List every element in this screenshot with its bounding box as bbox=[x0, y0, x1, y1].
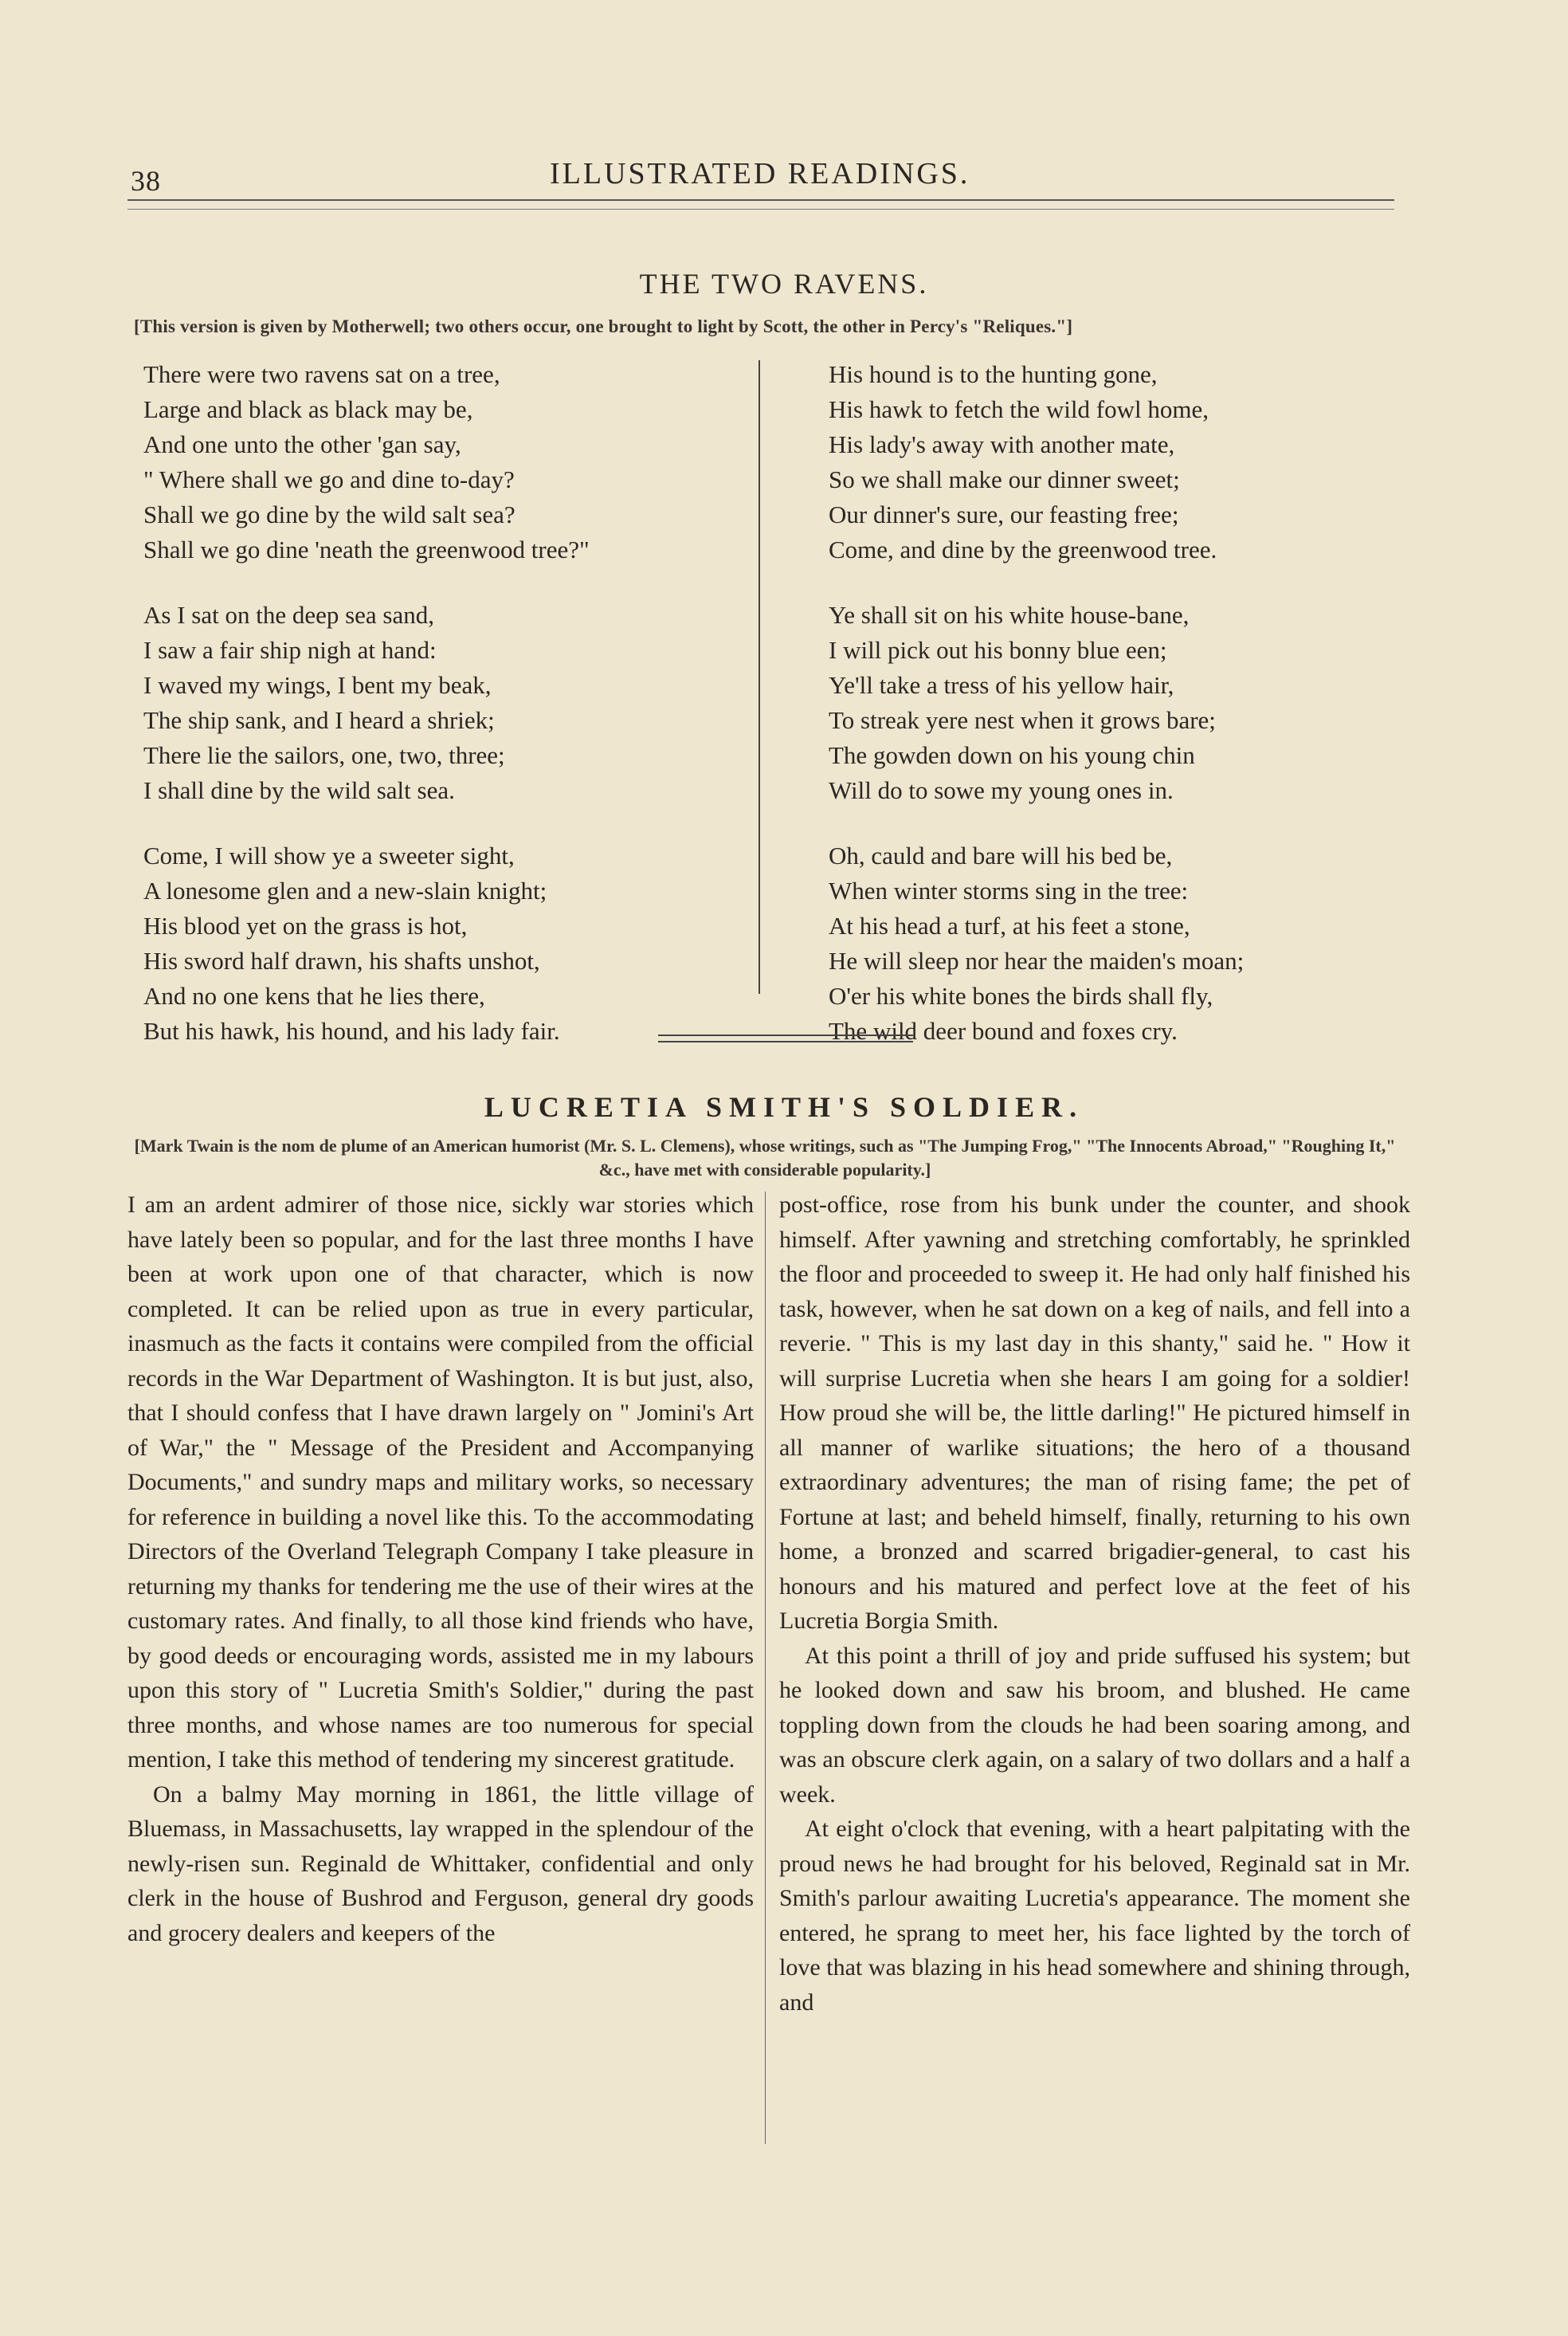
poem-line: A lonesome glen and a new-slain knight; bbox=[143, 877, 547, 905]
poem-line: Our dinner's sure, our feasting free; bbox=[829, 501, 1179, 528]
running-title: ILLUSTRATED READINGS. bbox=[550, 157, 970, 190]
poem-line: The gowden down on his young chin bbox=[829, 741, 1195, 769]
poem-line: His sword half drawn, his shafts unshot, bbox=[143, 947, 540, 975]
poem-line: And no one kens that he lies there, bbox=[143, 982, 485, 1010]
poem-line: I saw a fair ship nigh at hand: bbox=[143, 636, 437, 664]
poem-note: [This version is given by Motherwell; two others occur, one brought to light by Scott, the other in Percy's "Reliques."] bbox=[134, 316, 1073, 336]
section-divider bbox=[658, 1035, 913, 1036]
story-paragraph: On a balmy May morning in 1861, the little village of Bluemass, in Massachusetts, lay wrapped in the splendour of the newly-risen sun. Reginald de Whittaker, confidential and only clerk in the house of Bushrod and Ferguson, general dry goods and grocery dealers and keepers of the bbox=[127, 1780, 754, 1946]
poem-stanza bbox=[143, 838, 749, 1049]
poem-line: " Where shall we go and dine to-day? bbox=[143, 465, 515, 493]
poem-line: Come, I will show ye a sweeter sight, bbox=[143, 842, 515, 870]
poem-line: Large and black as black may be, bbox=[143, 395, 473, 423]
poem-line: His hound is to the hunting gone, bbox=[829, 360, 1158, 388]
story-note: [Mark Twain is the nom de plume of an American humorist (Mr. S. L. Clemens), whose writings, such as "The Jumping Frog," "The Innocents Abroad," "Roughing It," &c., have met with considerable popularity.] bbox=[134, 1136, 1396, 1180]
poem-line: To streak yere nest when it grows bare; bbox=[829, 706, 1216, 734]
story-title: LUCRETIA SMITH'S SOLDIER. bbox=[484, 1091, 1084, 1123]
section-divider bbox=[658, 1041, 913, 1042]
poem-column-divider bbox=[759, 360, 760, 994]
poem-line: His hawk to fetch the wild fowl home, bbox=[829, 395, 1209, 423]
poem-line: Will do to sowe my young ones in. bbox=[829, 776, 1174, 804]
story-column-left bbox=[127, 1188, 754, 1950]
running-header bbox=[127, 156, 1394, 204]
poem-line: Ye'll take a tress of his yellow hair, bbox=[829, 671, 1174, 699]
story-paragraph: At this point a thrill of joy and pride suffused his system; but he looked down and saw his broom, and blushed. He came toppling down from the clouds he had been soaring among, and was an obscure clerk again, on a salary of two dollars and a half a week. bbox=[779, 1642, 1410, 1808]
poem-line: Oh, cauld and bare will his bed be, bbox=[829, 842, 1173, 870]
poem-line: The ship sank, and I heard a shriek; bbox=[143, 706, 495, 734]
poem-line: I will pick out his bonny blue een; bbox=[829, 636, 1167, 664]
poem-line: There were two ravens sat on a tree, bbox=[143, 360, 500, 388]
story-column-divider bbox=[765, 1192, 766, 2144]
poem-column-left bbox=[143, 357, 749, 1079]
poem-line: And one unto the other 'gan say, bbox=[143, 430, 461, 458]
poem-line: I shall dine by the wild salt sea. bbox=[143, 776, 455, 804]
poem-line: At his head a turf, at his feet a stone, bbox=[829, 912, 1190, 940]
header-rule-secondary bbox=[127, 209, 1394, 210]
header-rule bbox=[127, 199, 1394, 201]
poem-line: His lady's away with another mate, bbox=[829, 430, 1175, 458]
poem-title: THE TWO RAVENS. bbox=[639, 268, 929, 300]
poem-line: His blood yet on the grass is hot, bbox=[143, 912, 468, 940]
poem-line: Come, and dine by the greenwood tree. bbox=[829, 536, 1217, 563]
poem-line: I waved my wings, I bent my beak, bbox=[143, 671, 492, 699]
story-column-right bbox=[779, 1188, 1410, 2020]
poem-stanza bbox=[143, 598, 749, 808]
poem-line: O'er his white bones the birds shall fly, bbox=[829, 982, 1213, 1010]
story-paragraph: I am an ardent admirer of those nice, sickly war stories which have lately been so popular, and for the last three months I have been at work upon one of that character, which is now completed. It can be relied upon as true in every particular, inasmuch as the facts it contains were compiled from the official records in the War Department of Washington. It is but just, also, that I should confess that I have drawn largely on " Jomini's Art of War," the " Message of the President and Accompanying Documents," and sundry maps and military works, so necessary for reference in building a novel like this. To the accommodating Directors of the Overland Telegraph Company I take pleasure in returning my thanks for tendering me the use of their wires at the customary rates. And finally, to all those kind friends who have, by good deeds or encouraging words, assisted me in my labours upon this story of " Lucretia Smith's Soldier," during the past three months, and whose names are too numerous for special mention, I take this method of tendering my sincerest gratitude. bbox=[127, 1192, 754, 1773]
poem-line: Shall we go dine by the wild salt sea? bbox=[143, 501, 515, 528]
poem-column-right bbox=[829, 357, 1434, 1079]
poem-stanza bbox=[829, 838, 1434, 1049]
poem-line: He will sleep nor hear the maiden's moan; bbox=[829, 947, 1245, 975]
poem-line: There lie the sailors, one, two, three; bbox=[143, 741, 505, 769]
story-paragraph: post-office, rose from his bunk under the counter, and shook himself. After yawning and stretching comfortably, he sprinkled the floor and proceeded to sweep it. He had only half finished his task, however, when he sat down on a keg of nails, and fell into a reverie. " This is my last day in this shanty," said he. " How it will surprise Lucretia when she hears I am going for a soldier! How proud she will be, the little darling!" He pictured himself in all manner of warlike situations; the hero of a thousand extraordinary adventures; the man of rising fame; the pet of Fortune at last; and beheld himself, finally, returning to his own home, a bronzed and scarred brigadier-general, to cast his honours and his matured and perfect love at the feet of his Lucretia Borgia Smith. bbox=[779, 1192, 1410, 1634]
poem-line: The wild deer bound and foxes cry. bbox=[829, 1017, 1178, 1045]
poem-stanza bbox=[829, 598, 1434, 808]
story-paragraph: At eight o'clock that evening, with a heart palpitating with the proud news he had brought for his beloved, Reginald sat in Mr. Smith's parlour awaiting Lucretia's appearance. The moment she entered, he sprang to meet her, his face lighted by the torch of love that was blazing in his head somewhere and shining through, and bbox=[779, 1816, 1410, 2016]
page-number: 38 bbox=[131, 165, 161, 197]
poem-line: But his hawk, his hound, and his lady fair. bbox=[143, 1017, 560, 1045]
poem-line: So we shall make our dinner sweet; bbox=[829, 465, 1180, 493]
poem-stanza bbox=[829, 357, 1434, 567]
poem-line: Shall we go dine 'neath the greenwood tree?" bbox=[143, 536, 590, 563]
poem-stanza bbox=[143, 357, 749, 567]
poem-line: As I sat on the deep sea sand, bbox=[143, 601, 435, 629]
poem-line: Ye shall sit on his white house-bane, bbox=[829, 601, 1190, 629]
poem-line: When winter storms sing in the tree: bbox=[829, 877, 1189, 905]
